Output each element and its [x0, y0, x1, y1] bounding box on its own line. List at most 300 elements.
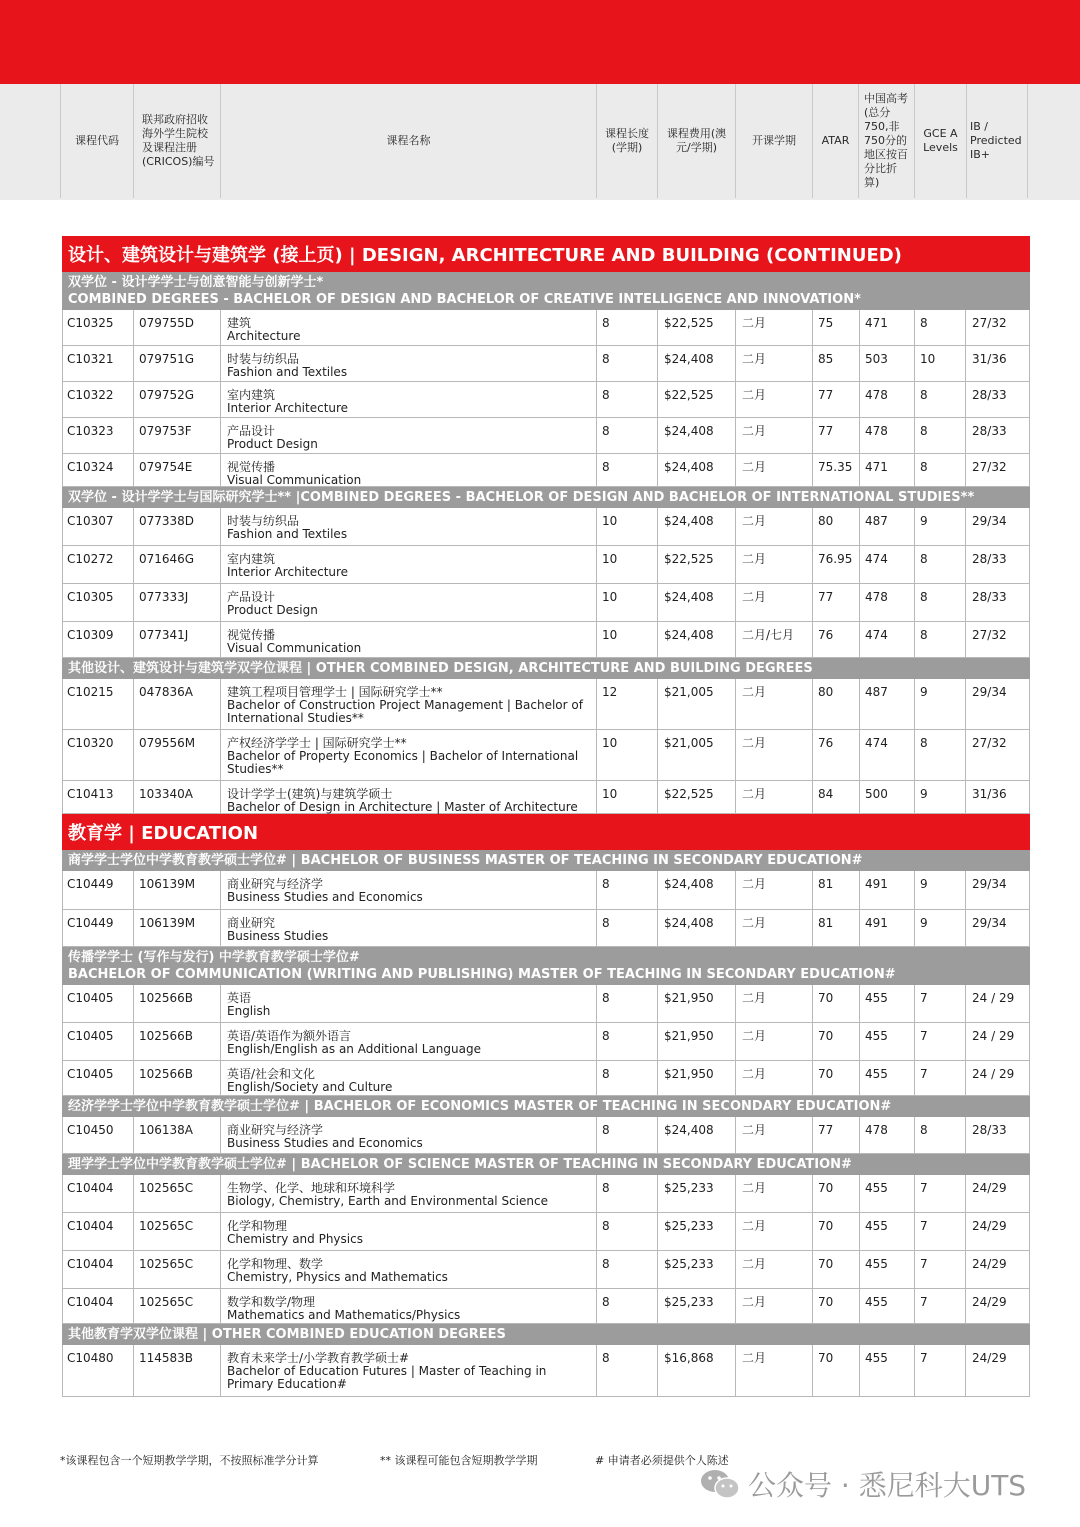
course-name-cell	[227, 916, 587, 943]
course-name-cell	[227, 1067, 587, 1094]
cell-atar: 70	[818, 1029, 834, 1043]
cell-cricos: 106139M	[139, 877, 196, 891]
column-divider	[914, 508, 915, 545]
cell-gk: 474	[865, 736, 888, 750]
column-divider	[1029, 1213, 1030, 1250]
cell-start: 二月	[742, 460, 767, 474]
column-divider	[735, 584, 736, 621]
column-divider	[914, 1023, 915, 1060]
cell-gce: 7	[920, 1257, 928, 1271]
column-divider	[220, 346, 221, 381]
cell-gce: 7	[920, 1295, 928, 1309]
column-divider	[914, 382, 915, 417]
cell-fee: $21,005	[664, 685, 714, 699]
cell-gce: 9	[920, 916, 928, 930]
cell-gce: 9	[920, 787, 928, 801]
cell-len: 10	[602, 736, 618, 750]
column-divider	[914, 1061, 915, 1095]
table-row	[62, 781, 1030, 814]
course-name-cell	[227, 1351, 587, 1391]
cell-code: C10450	[67, 1123, 114, 1137]
course-name-zh: 产品设计	[227, 590, 276, 604]
cell-code: C10404	[67, 1257, 114, 1271]
column-divider	[812, 679, 813, 729]
cell-fee: $16,868	[664, 1351, 714, 1365]
cell-fee: $24,408	[664, 877, 714, 891]
cell-cricos: 114583B	[139, 1351, 194, 1365]
column-divider	[62, 910, 63, 946]
column-divider	[596, 781, 597, 813]
cell-gk: 455	[865, 1257, 888, 1271]
course-name-cell	[227, 628, 587, 655]
cell-atar: 76.95	[818, 552, 853, 566]
course-name-cell	[227, 1029, 587, 1056]
cell-cricos: 106139M	[139, 916, 196, 930]
cell-len: 8	[602, 1351, 610, 1365]
cell-atar: 70	[818, 991, 834, 1005]
column-divider	[965, 1061, 966, 1095]
table-row	[62, 346, 1030, 382]
cell-len: 8	[602, 1295, 610, 1309]
column-divider	[965, 454, 966, 486]
column-divider	[62, 346, 63, 381]
cell-atar: 70	[818, 1181, 834, 1195]
column-divider	[657, 1251, 658, 1288]
column-divider	[596, 871, 597, 909]
cell-len: 8	[602, 1123, 610, 1137]
cell-gce: 8	[920, 590, 928, 604]
cell-len: 10	[602, 552, 618, 566]
col-header-atar: ATAR	[812, 84, 858, 198]
column-divider	[812, 346, 813, 381]
column-divider	[914, 1117, 915, 1153]
group-header-line: BACHELOR OF COMMUNICATION (WRITING AND PUBLISHING) MASTER OF TEACHING IN SECONDARY EDUCATION#	[68, 967, 896, 982]
column-divider	[859, 418, 860, 453]
cell-ib: 29/34	[972, 685, 1007, 699]
cell-fee: $22,525	[664, 787, 714, 801]
course-name-cell	[227, 685, 587, 725]
column-divider	[735, 871, 736, 909]
cell-gk: 478	[865, 590, 888, 604]
column-divider	[62, 382, 63, 417]
col-header-start: 开课学期	[735, 84, 812, 198]
course-name-en: Bachelor of Property Economics | Bachelor of International Studies**	[227, 749, 579, 776]
column-divider	[1029, 382, 1030, 417]
course-name-zh: 商业研究与经济学	[227, 877, 324, 891]
column-divider	[596, 1117, 597, 1153]
column-divider	[596, 546, 597, 583]
column-divider	[914, 418, 915, 453]
course-name-zh: 数学和数学/物理	[227, 1295, 316, 1309]
column-divider	[1029, 622, 1030, 657]
group-header-line: 经济学学士学位中学教育教学硕士学位# | BACHELOR OF ECONOMICS MASTER OF TEACHING IN SECONDARY EDUCATION#	[68, 1099, 892, 1114]
column-divider	[812, 382, 813, 417]
cell-gk: 474	[865, 552, 888, 566]
column-divider	[859, 382, 860, 417]
cell-atar: 76	[818, 628, 834, 642]
cell-fee: $24,408	[664, 1123, 714, 1137]
cell-ib: 28/33	[972, 388, 1007, 402]
cell-gk: 478	[865, 1123, 888, 1137]
column-divider	[133, 1213, 134, 1250]
column-divider	[1029, 1061, 1030, 1095]
cell-gk: 455	[865, 1351, 888, 1365]
column-divider	[859, 1023, 860, 1060]
course-name-en: Mathematics and Mathematics/Physics	[227, 1308, 461, 1322]
column-divider	[596, 346, 597, 381]
course-name-zh: 设计学学士(建筑)与建筑学硕士	[227, 787, 393, 801]
column-divider	[220, 1175, 221, 1212]
column-divider	[859, 1213, 860, 1250]
course-name-zh: 化学和物理、数学	[227, 1257, 324, 1271]
group-header	[62, 1096, 1030, 1117]
cell-ib: 29/34	[972, 916, 1007, 930]
column-divider	[735, 454, 736, 486]
cell-len: 8	[602, 316, 610, 330]
cell-atar: 75.35	[818, 460, 853, 474]
cell-ib: 28/33	[972, 590, 1007, 604]
column-divider	[914, 546, 915, 583]
cell-gk: 491	[865, 916, 888, 930]
column-header-bar	[0, 84, 1080, 200]
column-divider	[596, 310, 597, 345]
column-divider	[812, 310, 813, 345]
cell-code: C10272	[67, 552, 114, 566]
column-divider	[133, 1061, 134, 1095]
cell-atar: 81	[818, 916, 834, 930]
column-divider	[657, 454, 658, 486]
column-divider	[220, 1061, 221, 1095]
cell-gce: 8	[920, 736, 928, 750]
cell-code: C10215	[67, 685, 114, 699]
cell-gk: 471	[865, 460, 888, 474]
column-divider	[1029, 1251, 1030, 1288]
cell-atar: 85	[818, 352, 834, 366]
cell-cricos: 047836A	[139, 685, 194, 699]
cell-gk: 455	[865, 1295, 888, 1309]
column-divider	[965, 584, 966, 621]
course-name-cell	[227, 388, 587, 415]
cell-len: 8	[602, 352, 610, 366]
cell-ib: 24 / 29	[972, 1067, 1015, 1081]
column-divider	[596, 584, 597, 621]
course-name-zh: 生物学、化学、地球和环境科学	[227, 1181, 396, 1195]
table-row	[62, 546, 1030, 584]
column-divider	[812, 508, 813, 545]
column-divider	[859, 1251, 860, 1288]
column-divider	[965, 622, 966, 657]
cell-ib: 31/36	[972, 352, 1007, 366]
course-name-en: Architecture	[227, 329, 301, 343]
column-divider	[220, 1117, 221, 1153]
course-name-cell	[227, 316, 587, 343]
cell-atar: 81	[818, 877, 834, 891]
column-divider	[596, 418, 597, 453]
cell-code: C10404	[67, 1181, 114, 1195]
column-divider	[1029, 346, 1030, 381]
table-row	[62, 454, 1030, 487]
course-name-en: Product Design	[227, 437, 318, 451]
column-divider	[735, 781, 736, 813]
column-divider	[1029, 871, 1030, 909]
course-name-en: Visual Communication	[227, 473, 362, 487]
column-divider	[914, 1175, 915, 1212]
column-divider	[965, 871, 966, 909]
top-red-band	[0, 0, 1080, 84]
table-row	[62, 871, 1030, 910]
table-row	[62, 985, 1030, 1023]
course-name-en: Business Studies and Economics	[227, 890, 423, 904]
column-divider	[133, 1289, 134, 1323]
column-divider	[657, 910, 658, 946]
course-name-cell	[227, 1219, 587, 1246]
column-divider	[1029, 1289, 1030, 1323]
column-divider	[220, 546, 221, 583]
cell-gce: 8	[920, 628, 928, 642]
course-name-zh: 视觉传播	[227, 628, 276, 642]
column-divider	[914, 871, 915, 909]
column-divider	[62, 622, 63, 657]
column-divider	[62, 1213, 63, 1250]
column-divider	[859, 871, 860, 909]
table-row	[62, 508, 1030, 546]
cell-code: C10305	[67, 590, 114, 604]
column-divider	[596, 1023, 597, 1060]
course-name-cell	[227, 352, 587, 379]
column-divider	[133, 730, 134, 780]
column-divider	[965, 1289, 966, 1323]
table-row	[62, 1251, 1030, 1289]
cell-atar: 77	[818, 1123, 834, 1137]
column-divider	[220, 454, 221, 486]
column-divider	[62, 1117, 63, 1153]
course-name-zh: 室内建筑	[227, 552, 276, 566]
column-divider	[1029, 508, 1030, 545]
column-divider	[812, 1251, 813, 1288]
cell-len: 8	[602, 388, 610, 402]
column-divider	[735, 985, 736, 1022]
table-row	[62, 310, 1030, 346]
column-divider	[859, 985, 860, 1022]
course-name-en: Chemistry, Physics and Mathematics	[227, 1270, 448, 1284]
cell-code: C10320	[67, 736, 114, 750]
cell-start: 二月	[742, 514, 767, 528]
cell-gce: 7	[920, 1029, 928, 1043]
cell-start: 二月	[742, 424, 767, 438]
column-divider	[220, 781, 221, 813]
cell-ib: 27/32	[972, 736, 1007, 750]
column-divider	[657, 1175, 658, 1212]
course-name-cell	[227, 460, 587, 487]
column-divider	[914, 1213, 915, 1250]
cell-gce: 8	[920, 552, 928, 566]
cell-gce: 8	[920, 316, 928, 330]
column-divider	[965, 1345, 966, 1396]
column-divider	[220, 382, 221, 417]
column-divider	[965, 985, 966, 1022]
column-divider	[735, 546, 736, 583]
cell-start: 二月	[742, 1295, 767, 1309]
column-divider	[735, 310, 736, 345]
cell-fee: $21,950	[664, 1067, 714, 1081]
column-divider	[220, 418, 221, 453]
column-divider	[1029, 546, 1030, 583]
cell-atar: 70	[818, 1351, 834, 1365]
column-divider	[1029, 781, 1030, 813]
course-name-cell	[227, 1181, 587, 1208]
column-divider	[859, 546, 860, 583]
cell-gk: 455	[865, 1181, 888, 1195]
column-divider	[965, 418, 966, 453]
cell-cricos: 102565C	[139, 1219, 194, 1233]
cell-start: 二月	[742, 1181, 767, 1195]
cell-atar: 70	[818, 1067, 834, 1081]
column-divider	[1029, 985, 1030, 1022]
column-divider	[62, 454, 63, 486]
column-divider	[859, 679, 860, 729]
cell-code: C10322	[67, 388, 114, 402]
course-name-cell	[227, 552, 587, 579]
course-name-zh: 建筑工程项目管理学士 | 国际研究学士**	[227, 685, 443, 699]
column-divider	[596, 679, 597, 729]
cell-code: C10404	[67, 1219, 114, 1233]
cell-len: 8	[602, 991, 610, 1005]
group-header-line: 其他设计、建筑设计与建筑学双学位课程 | OTHER COMBINED DESIGN, ARCHITECTURE AND BUILDING DEGREES	[68, 661, 813, 676]
column-divider	[735, 1289, 736, 1323]
cell-cricos: 079755D	[139, 316, 195, 330]
column-divider	[859, 730, 860, 780]
column-divider	[657, 679, 658, 729]
cell-fee: $24,408	[664, 460, 714, 474]
cell-fee: $24,408	[664, 424, 714, 438]
cell-len: 8	[602, 1067, 610, 1081]
col-header-code: 课程代码	[60, 84, 133, 198]
course-name-zh: 化学和物理	[227, 1219, 288, 1233]
watermark	[700, 1462, 1026, 1506]
column-divider	[735, 1345, 736, 1396]
column-divider	[62, 584, 63, 621]
col-header-gaokao: 中国高考(总分750,非750分的地区按百分比折算)	[858, 84, 914, 198]
cell-cricos: 103340A	[139, 787, 194, 801]
column-divider	[1029, 310, 1030, 345]
column-divider	[965, 910, 966, 946]
cell-gce: 7	[920, 1067, 928, 1081]
cell-start: 二月	[742, 388, 767, 402]
cell-cricos: 106138A	[139, 1123, 194, 1137]
table-row	[62, 1061, 1030, 1096]
cell-start: 二月	[742, 1029, 767, 1043]
cell-start: 二月	[742, 1123, 767, 1137]
column-divider	[657, 1213, 658, 1250]
course-name-zh: 产权经济学学士 | 国际研究学士**	[227, 736, 407, 750]
course-name-cell	[227, 1257, 587, 1284]
course-name-zh: 英语	[227, 991, 252, 1005]
column-divider	[133, 546, 134, 583]
cell-cricos: 077341J	[139, 628, 189, 642]
group-header-line: 传播学学士 (写作与发行) 中学教育教学硕士学位#	[68, 950, 360, 965]
cell-ib: 28/33	[972, 1123, 1007, 1137]
table-row	[62, 622, 1030, 658]
cell-len: 8	[602, 1257, 610, 1271]
cell-cricos: 071646G	[139, 552, 195, 566]
course-name-en: English	[227, 1004, 271, 1018]
cell-gce: 7	[920, 1219, 928, 1233]
footnote-may-include: ** 该课程可能包含短期教学学期	[380, 1454, 538, 1467]
cell-ib: 24/29	[972, 1219, 1007, 1233]
column-divider	[812, 584, 813, 621]
cell-fee: $24,408	[664, 590, 714, 604]
course-name-en: Visual Communication	[227, 641, 362, 655]
cell-atar: 80	[818, 514, 834, 528]
cell-start: 二月	[742, 787, 767, 801]
section-header: 设计、建筑设计与建筑学 (接上页) | DESIGN, ARCHITECTURE AND BUILDING (CONTINUED)	[62, 236, 1030, 272]
cell-fee: $24,408	[664, 352, 714, 366]
cell-atar: 77	[818, 388, 834, 402]
col-header-fee: 课程费用(澳元/学期)	[657, 84, 735, 198]
column-divider	[657, 310, 658, 345]
cell-code: C10413	[67, 787, 114, 801]
column-divider	[965, 781, 966, 813]
cell-code: C10325	[67, 316, 114, 330]
column-divider	[220, 871, 221, 909]
column-divider	[62, 508, 63, 545]
cell-gce: 7	[920, 1351, 928, 1365]
column-divider	[735, 1117, 736, 1153]
cell-fee: $24,408	[664, 628, 714, 642]
column-divider	[133, 454, 134, 486]
cell-gce: 7	[920, 1181, 928, 1195]
course-name-en: Interior Architecture	[227, 401, 349, 415]
column-divider	[133, 910, 134, 946]
course-name-cell	[227, 590, 587, 617]
group-header-line: 其他教育学双学位课程 | OTHER COMBINED EDUCATION DEGREES	[68, 1327, 506, 1342]
column-divider	[914, 730, 915, 780]
column-divider	[859, 1061, 860, 1095]
course-name-cell	[227, 514, 587, 541]
column-divider	[596, 1251, 597, 1288]
column-divider	[657, 622, 658, 657]
column-divider	[914, 584, 915, 621]
column-divider	[965, 508, 966, 545]
cell-atar: 77	[818, 590, 834, 604]
column-divider	[1029, 1175, 1030, 1212]
column-divider	[62, 985, 63, 1022]
group-header	[62, 947, 1030, 985]
column-divider	[220, 508, 221, 545]
cell-gk: 478	[865, 388, 888, 402]
cell-cricos: 079752G	[139, 388, 195, 402]
column-divider	[812, 871, 813, 909]
column-divider	[965, 1023, 966, 1060]
column-divider	[220, 1213, 221, 1250]
column-divider	[812, 1213, 813, 1250]
cell-fee: $21,950	[664, 991, 714, 1005]
course-name-en: Business Studies	[227, 929, 329, 943]
cell-atar: 70	[818, 1257, 834, 1271]
cell-ib: 27/32	[972, 316, 1007, 330]
col-header-ib: IB / Predicted IB+	[966, 84, 1028, 198]
column-divider	[62, 546, 63, 583]
group-header	[62, 658, 1030, 679]
cell-start: 二月	[742, 316, 767, 330]
column-divider	[220, 622, 221, 657]
cell-start: 二月	[742, 1257, 767, 1271]
column-divider	[965, 382, 966, 417]
cell-start: 二月	[742, 916, 767, 930]
cell-gk: 455	[865, 1219, 888, 1233]
cell-ib: 24/29	[972, 1295, 1007, 1309]
column-divider	[62, 1061, 63, 1095]
